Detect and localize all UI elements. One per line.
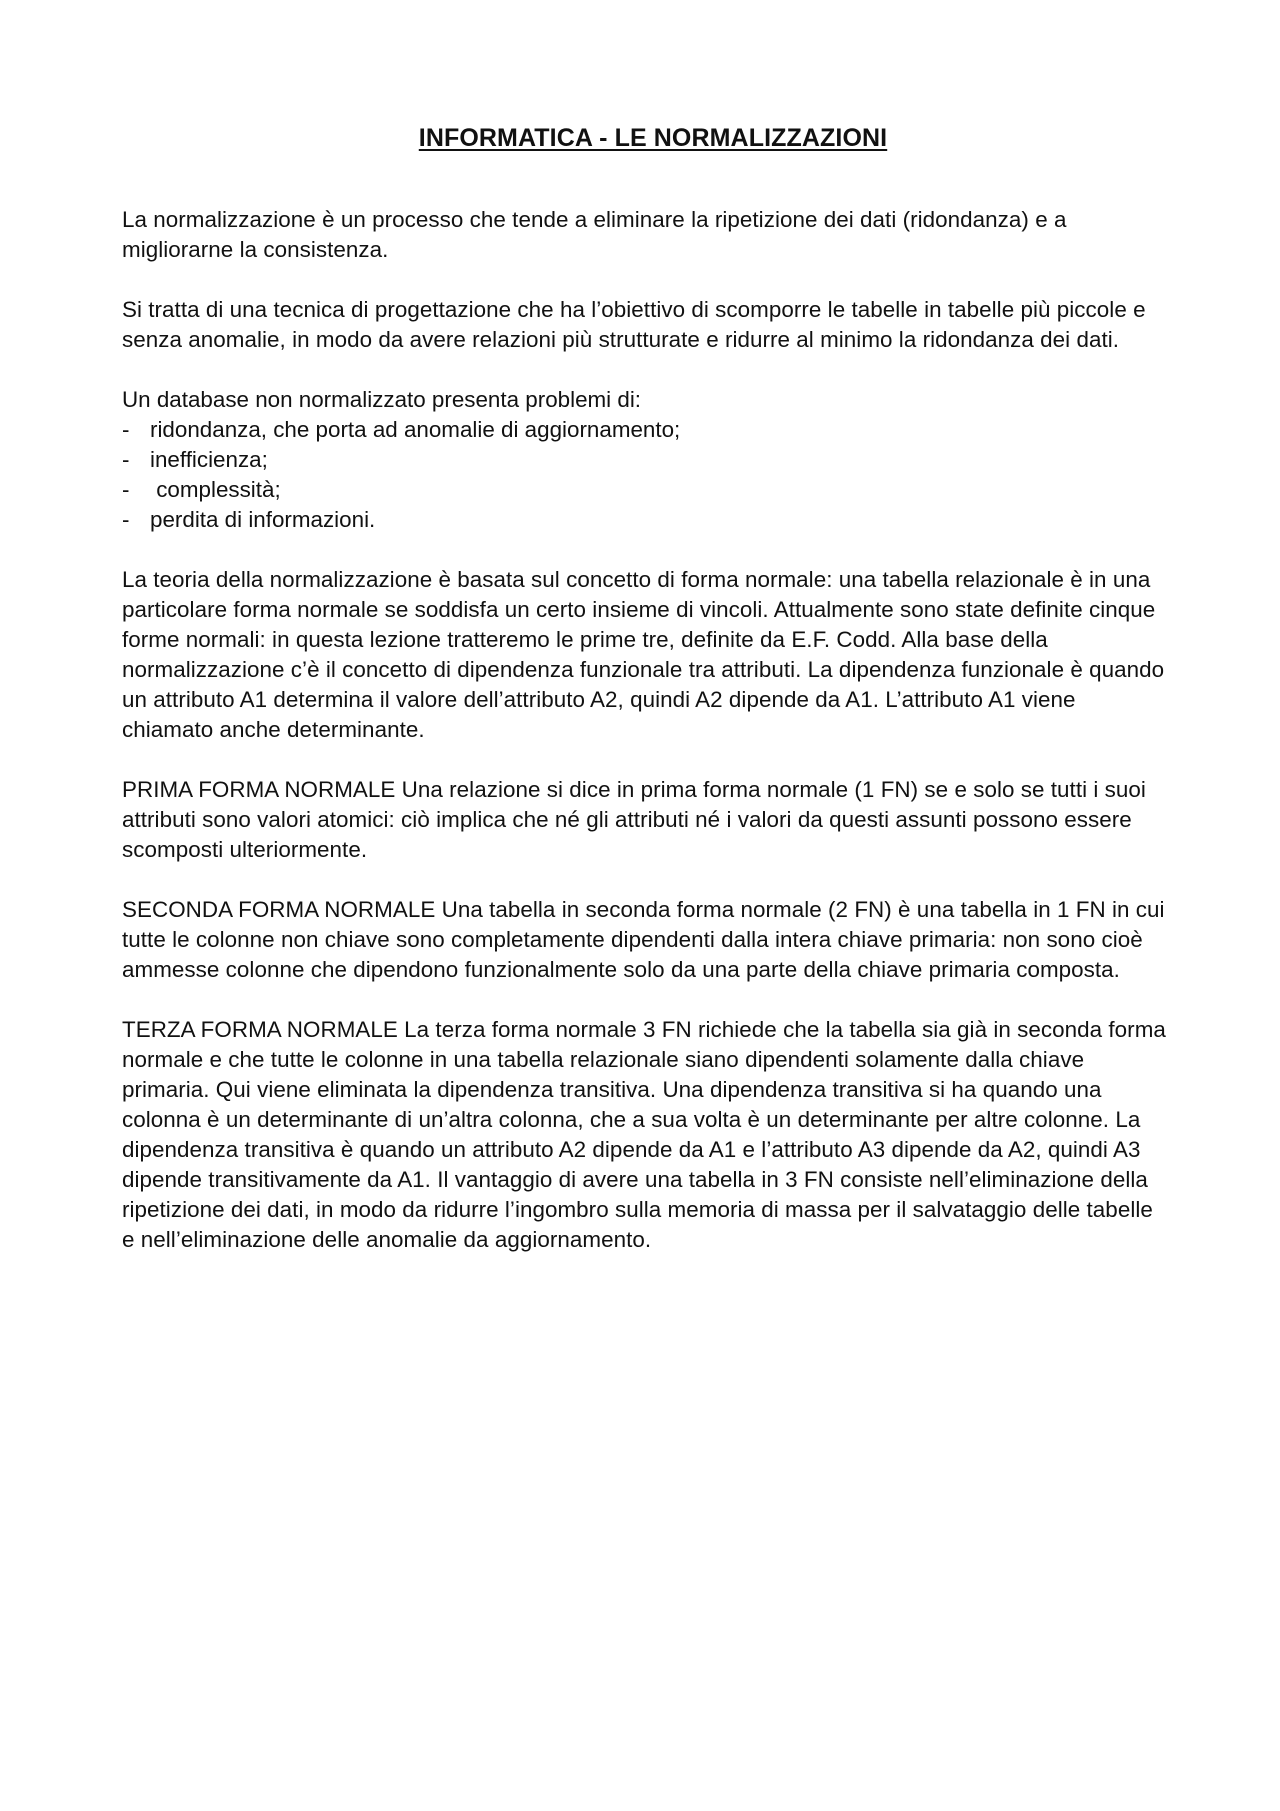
- paragraph-normalization-theory: La teoria della normalizzazione è basata sul concetto di forma normale: una tabella relazionale è in una particolare forma normale se soddisfa un certo insieme di vincoli. Attualmente sono state definite cinque forme normali: in questa lezione tratteremo le prime tre, definite da E.F. Codd. Alla base della normalizzazione c’è il concetto di dipendenza funzionale tra attributi. La dipendenza funzionale è quando un attributo A1 determina il valore dell’attributo A2, quindi A2 dipende da A1. L’attributo A1 viene chiamato anche determinante.: [122, 567, 1165, 742]
- paragraph-second-normal-form: SECONDA FORMA NORMALE Una tabella in seconda forma normale (2 FN) è una tabella in 1 FN in cui tutte le colonne non chiave sono completamente dipendenti dalla intera chiave primaria: non sono cioè ammesse colonne che dipendono funzionalmente solo da una parte della chiave primaria composta.: [122, 897, 1165, 982]
- dash-bullet: -: [122, 417, 130, 442]
- list-item-text: complessità;: [150, 477, 281, 502]
- list-item: [122, 445, 1170, 475]
- list-item: [122, 505, 1170, 535]
- list-item-text: ridondanza, che porta ad anomalie di aggiornamento;: [150, 417, 681, 442]
- paragraph-design-technique: Si tratta di una tecnica di progettazione che ha l’obiettivo di scomporre le tabelle in tabelle più piccole e senza anomalie, in modo da avere relazioni più strutturate e ridurre al minimo la ridondanza dei dati.: [122, 297, 1146, 352]
- list-item: [122, 475, 1170, 505]
- dash-bullet: -: [122, 477, 130, 502]
- paragraph-definition: La normalizzazione è un processo che tende a eliminare la ripetizione dei dati (ridondanza) e a migliorarne la consistenza.: [122, 207, 1067, 262]
- list-item-text: perdita di informazioni.: [150, 507, 376, 532]
- problems-intro: Un database non normalizzato presenta problemi di:: [122, 387, 642, 412]
- problems-list: [122, 415, 1170, 535]
- list-item-text: inefficienza;: [150, 447, 268, 472]
- dash-bullet: -: [122, 447, 130, 472]
- document-title: INFORMATICA - LE NORMALIZZAZIONI: [418, 124, 888, 152]
- paragraph-first-normal-form: PRIMA FORMA NORMALE Una relazione si dice in prima forma normale (1 FN) se e solo se tutti i suoi attributi sono valori atomici: ciò implica che né gli attributi né i valori da questi assunti possono essere scomposti ulteriormente.: [122, 777, 1146, 862]
- list-item: [122, 415, 1170, 445]
- dash-bullet: -: [122, 507, 130, 532]
- paragraph-third-normal-form: TERZA FORMA NORMALE La terza forma normale 3 FN richiede che la tabella sia già in seconda forma normale e che tutte le colonne in una tabella relazionale siano dipendenti solamente dalla chiave primaria. Qui viene eliminata la dipendenza transitiva. Una dipendenza transitiva si ha quando una colonna è un determinante di un’altra colonna, che a sua volta è un determinante per altre colonne. La dipendenza transitiva è quando un attributo A2 dipende da A1 e l’attributo A3 dipende da A2, quindi A3 dipende transitivamente da A1. Il vantaggio di avere una tabella in 3 FN consiste nell’eliminazione della ripetizione dei dati, in modo da ridurre l’ingombro sulla memoria di massa per il salvataggio delle tabelle e nell’eliminazione delle anomalie da aggiornamento.: [122, 1017, 1166, 1252]
